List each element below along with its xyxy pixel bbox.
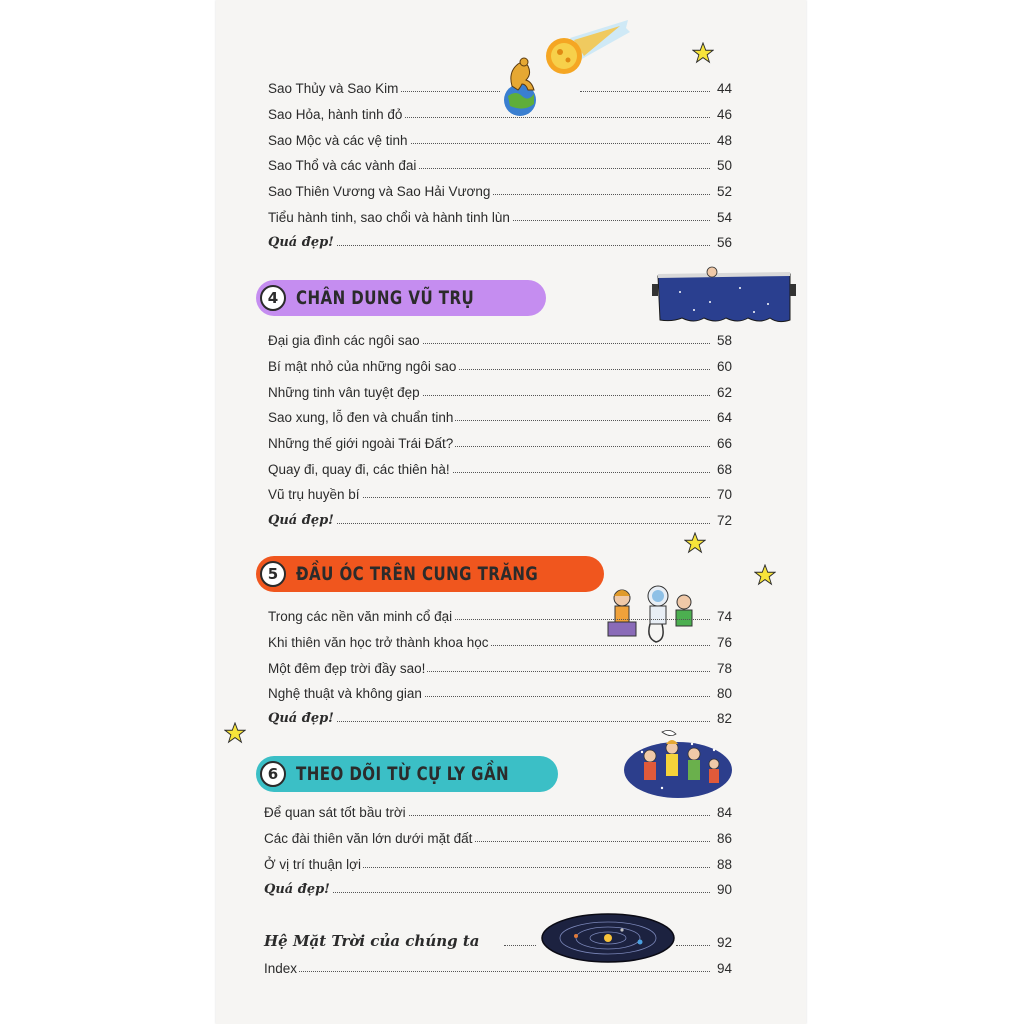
toc-leader-dots	[580, 91, 710, 92]
toc-entry[interactable]	[264, 798, 732, 822]
toc-entry-title: Đại gia đình các ngôi sao	[268, 333, 420, 348]
stargazers-illustration	[622, 730, 734, 800]
toc-entry-page: 72	[716, 513, 732, 528]
toc-entry-title: Tiểu hành tinh, sao chổi và hành tinh lùn	[268, 210, 510, 225]
toc-entry[interactable]	[264, 928, 732, 952]
toc-entry-title: Khi thiên văn học trở thành khoa học	[268, 635, 489, 650]
toc-entry[interactable]	[268, 602, 732, 626]
toc-entry-page: 80	[716, 686, 732, 701]
toc-entry-title: Những thế giới ngoài Trái Đất?	[268, 436, 454, 451]
toc-entry-title: Hệ Mặt Trời của chúng ta	[264, 932, 480, 950]
chapter-5-heading[interactable]	[256, 556, 604, 592]
toc-entry[interactable]	[268, 679, 732, 703]
chapter-title: ĐẦU ÓC TRÊN CUNG TRĂNG	[296, 563, 539, 585]
toc-entry-title: Sao Mộc và các vệ tinh	[268, 133, 408, 148]
toc-entry-page: 68	[716, 462, 732, 477]
star-icon	[684, 532, 706, 554]
toc-entry[interactable]	[268, 203, 732, 227]
toc-entry-title: Sao xung, lỗ đen và chuẩn tinh	[268, 410, 454, 425]
toc-entry[interactable]	[268, 455, 732, 479]
toc-entry[interactable]	[268, 506, 732, 530]
toc-entry-title: Quá đẹp!	[268, 711, 334, 726]
toc-entry[interactable]	[268, 352, 732, 376]
toc-entry-page: 44	[716, 81, 732, 96]
toc-entry[interactable]	[268, 704, 732, 728]
chapter-6-heading[interactable]	[256, 756, 558, 792]
toc-entry-page: 48	[716, 133, 732, 148]
toc-entry[interactable]	[268, 126, 732, 150]
toc-entry-page: 50	[716, 158, 732, 173]
toc-entry-title: Quá đẹp!	[264, 882, 330, 897]
toc-entry-title: Ở vị trí thuận lợi	[264, 857, 361, 872]
chapter-title: CHÂN DUNG VŨ TRỤ	[296, 287, 475, 309]
toc-entry-title: Nghệ thuật và không gian	[268, 686, 422, 701]
toc-entry[interactable]	[264, 954, 732, 978]
toc-entry-title: Các đài thiên văn lớn dưới mặt đất	[264, 831, 473, 846]
toc-entry-page: 78	[716, 661, 732, 676]
chapter-number-badge: 5	[260, 561, 286, 587]
toc-entry-title: Quá đẹp!	[268, 235, 334, 250]
toc-entry[interactable]	[264, 850, 732, 874]
chapter-title: THEO DÕI TỪ CỰ LY GẦN	[296, 763, 510, 785]
toc-leader-dots	[264, 971, 710, 972]
toc-entry[interactable]	[268, 151, 732, 175]
toc-entry[interactable]	[264, 875, 732, 899]
toc-entry-page: 62	[716, 385, 732, 400]
toc-entry-title: Để quan sát tốt bầu trời	[264, 805, 406, 820]
toc-entry-page: 90	[716, 882, 732, 897]
toc-entry[interactable]	[268, 100, 732, 124]
toc-entry-page: 60	[716, 359, 732, 374]
chapter-number-badge: 6	[260, 761, 286, 787]
toc-entry-title: Quay đi, quay đi, các thiên hà!	[268, 462, 450, 477]
toc-entry-page: 54	[716, 210, 732, 225]
toc-entry[interactable]	[268, 228, 732, 252]
toc-entry-title: Trong các nền văn minh cổ đại	[268, 609, 453, 624]
comet-illustration	[540, 18, 632, 78]
night-sky-curtain-illustration	[650, 262, 798, 326]
toc-entry-page: 66	[716, 436, 732, 451]
star-icon	[224, 722, 246, 744]
toc-entry[interactable]	[268, 403, 732, 427]
toc-entry-page: 58	[716, 333, 732, 348]
toc-entry-title: Index	[264, 961, 298, 976]
toc-entry-page: 84	[716, 805, 732, 820]
star-icon	[754, 564, 776, 586]
toc-entry-page: 92	[716, 935, 732, 950]
toc-entry-page: 52	[716, 184, 732, 199]
chapter-4-heading[interactable]	[256, 280, 546, 316]
toc-leader-dots	[504, 945, 536, 946]
toc-entry[interactable]	[268, 74, 732, 98]
toc-entry[interactable]	[264, 824, 732, 848]
toc-entry-page: 82	[716, 711, 732, 726]
toc-entry[interactable]	[268, 378, 732, 402]
toc-entry[interactable]	[268, 654, 732, 678]
toc-entry-page: 56	[716, 235, 732, 250]
chapter-number-badge: 4	[260, 285, 286, 311]
toc-entry-page: 70	[716, 487, 732, 502]
toc-entry-title: Sao Thiên Vương và Sao Hải Vương	[268, 184, 491, 199]
toc-entry-title: Sao Thủy và Sao Kim	[268, 81, 399, 96]
toc-entry-page: 46	[716, 107, 732, 122]
star-icon	[692, 42, 714, 64]
toc-entry-title: Một đêm đẹp trời đầy sao!	[268, 661, 426, 676]
toc-entry-page: 86	[716, 831, 732, 846]
toc-entry[interactable]	[268, 480, 732, 504]
toc-entry[interactable]	[268, 326, 732, 350]
toc-entry-title: Những tinh vân tuyệt đẹp	[268, 385, 420, 400]
toc-entry-title: Vũ trụ huyền bí	[268, 487, 360, 502]
toc-entry-title: Sao Hỏa, hành tinh đỏ	[268, 107, 403, 122]
toc-entry[interactable]	[268, 429, 732, 453]
toc-entry-page: 94	[716, 961, 732, 976]
toc-entry-page: 76	[716, 635, 732, 650]
toc-entry-title: Sao Thổ và các vành đai	[268, 158, 417, 173]
toc-entry-page: 64	[716, 410, 732, 425]
toc-entry[interactable]	[268, 628, 732, 652]
toc-entry-title: Bí mật nhỏ của những ngôi sao	[268, 359, 457, 374]
toc-entry-page: 74	[716, 609, 732, 624]
toc-entry-page: 88	[716, 857, 732, 872]
toc-entry-title: Quá đẹp!	[268, 513, 334, 528]
toc-leader-dots	[676, 945, 710, 946]
toc-entry[interactable]	[268, 177, 732, 201]
